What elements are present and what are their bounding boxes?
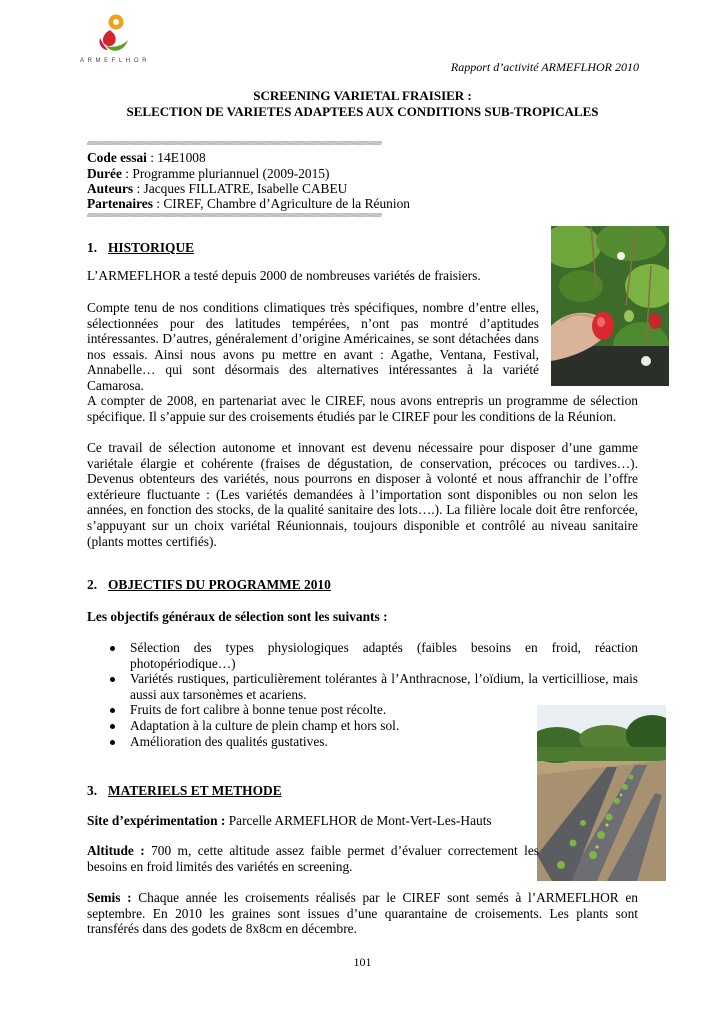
section-title: OBJECTIFS DU PROGRAMME 2010 [108, 577, 331, 592]
meta-label: Partenaires [87, 196, 153, 211]
list-item-text: Sélection des types physiologiques adaptés (faibles besoins en froid, réaction photopériodique…) [130, 640, 638, 671]
bullet-icon [110, 708, 115, 713]
meta-value: : CIREF, Chambre d’Agriculture de la Réunion [152, 196, 410, 211]
semis-paragraph [87, 890, 638, 937]
meta-value: : Programme pluriannuel (2009-2015) [121, 166, 330, 181]
list-item-text: Variétés rustiques, particulièrement tolérantes à l’Anthracnose, l’oïdium, la verticilliose, mais aussi aux tarsonèmes et acariens. [130, 671, 638, 702]
altitude-paragraph [87, 843, 539, 874]
meta-partenaires [87, 196, 410, 212]
meta-auteurs [87, 181, 347, 197]
separator-top: //////////////////////////////////////////////////////////////////////////////////////////////////////////////////////////////////////////////////////////////////////////////////////////////////////////////////////////////////////////////////////////////////////////////////// [87, 141, 382, 147]
list-item-text: Amélioration des qualités gustatives. [130, 733, 328, 749]
meta-value: : 14E1008 [146, 150, 206, 165]
document-title-line-2: SELECTION DE VARIETES ADAPTEES AUX CONDITIONS SUB-TROPICALES [126, 104, 599, 119]
page-number: 101 [353, 955, 372, 969]
field-plot-photo [537, 705, 666, 881]
list-item [108, 640, 638, 671]
strawberry-plant-photo [551, 226, 669, 386]
report-reference: Rapport d’activité ARMEFLHOR 2010 [450, 60, 639, 74]
bullet-icon [110, 724, 115, 729]
section-title: HISTORIQUE [108, 240, 195, 255]
meta-label: Code essai [87, 150, 147, 165]
section-heading-historique [87, 240, 194, 256]
site-paragraph [87, 813, 539, 829]
logo-wordmark: ARMEFLHOR [80, 58, 151, 64]
historique-paragraph-3: A compter de 2008, en partenariat avec le CIREF, nous avons entrepris un programme de sélection spécifique. Il s’appuie sur des croisements étudiés par le CIREF pour les conditions de la Réunion. [87, 393, 638, 424]
meta-value: : Jacques FILLATRE, Isabelle CABEU [133, 181, 348, 196]
section-number: 1. [87, 240, 98, 255]
bullet-icon [110, 646, 115, 651]
historique-paragraph-4: Ce travail de sélection autonome et innovant est devenu nécessaire pour disposer d’une gamme variétale élargie et cohérente (fraises de dégustation, de conservation, précoces ou tardives…). Devenus obtenteurs des variétés, nous pourrons en disposer à volonté et nous affranchir de l’offre extérieure fluctuante : (Les variétés demandées à l’importation sont disponibles ou non selon les années, en fonction des stocks, de la qualité sanitaire des lots….). La filière locale doit être renforcée, s’appuyant sur un choix variétal Réunionnais, toujours disponible et contrôlé au niveau sanitaire (plants mottes certifiés). [87, 440, 638, 549]
list-item [108, 702, 510, 718]
altitude-label: Altitude : [87, 843, 145, 858]
historique-paragraph-1: L’ARMEFLHOR a testé depuis 2000 de nombreuses variétés de fraisiers. [87, 268, 481, 283]
list-item [108, 718, 510, 734]
section-title: MATERIELS ET METHODE [108, 783, 282, 798]
semis-label: Semis : [87, 890, 132, 905]
meta-label: Auteurs [87, 181, 134, 196]
meta-label: Durée [87, 166, 122, 181]
section-number: 3. [87, 783, 98, 798]
site-label: Site d’expérimentation : [87, 813, 226, 828]
list-item-text: Adaptation à la culture de plein champ et hors sol. [130, 717, 400, 733]
list-item [108, 671, 638, 702]
list-item-text: Fruits de fort calibre à bonne tenue post récolte. [130, 702, 387, 718]
historique-paragraph-2: Compte tenu de nos conditions climatiques très spécifiques, nombre d’entre elles, sélectionnées pour des latitudes tempérées, n’ont pas montré d’aptitudes intéressantes. D’autres, généralement d’origine Américaines, se sont détachées dans nos essais. Ainsi nous avons pu mettre en avant : Agathe, Ventana, Festival, Annabelle… qui sont désormais des alternatives intéressantes à la variété Camarosa. [87, 300, 539, 393]
semis-text: Chaque année les croisements réalisés par le CIREF sont semés à l’ARMEFLHOR en septembre. En 2010 les graines sont issues d’une quarantaine de croisements. Les plants sont transférés dans des godets de 8x8cm en décembre. [87, 890, 638, 937]
separator-bottom: //////////////////////////////////////////////////////////////////////////////////////////////////////////////////////////////////////////////////////////////////////////////////////////////////////////////////////////////////////////////////////////////////////////////////// [87, 213, 382, 219]
bullet-icon [110, 677, 115, 682]
list-item [108, 734, 510, 750]
section-heading-objectifs [87, 577, 331, 593]
meta-code-essai [87, 150, 206, 166]
altitude-text: 700 m, cette altitude assez faible permet d’évaluer correctement les besoins en froid limités des variétés en screening. [87, 843, 539, 874]
section-number: 2. [87, 577, 98, 592]
site-text: Parcelle ARMEFLHOR de Mont-Vert-Les-Hauts [225, 813, 492, 828]
document-title-line-1: SCREENING VARIETAL FRAISIER : [253, 88, 472, 103]
section-heading-materiels [87, 783, 282, 799]
bullet-icon [110, 740, 115, 745]
objectifs-lead: Les objectifs généraux de sélection sont les suivants : [87, 609, 388, 624]
meta-duree [87, 166, 329, 182]
